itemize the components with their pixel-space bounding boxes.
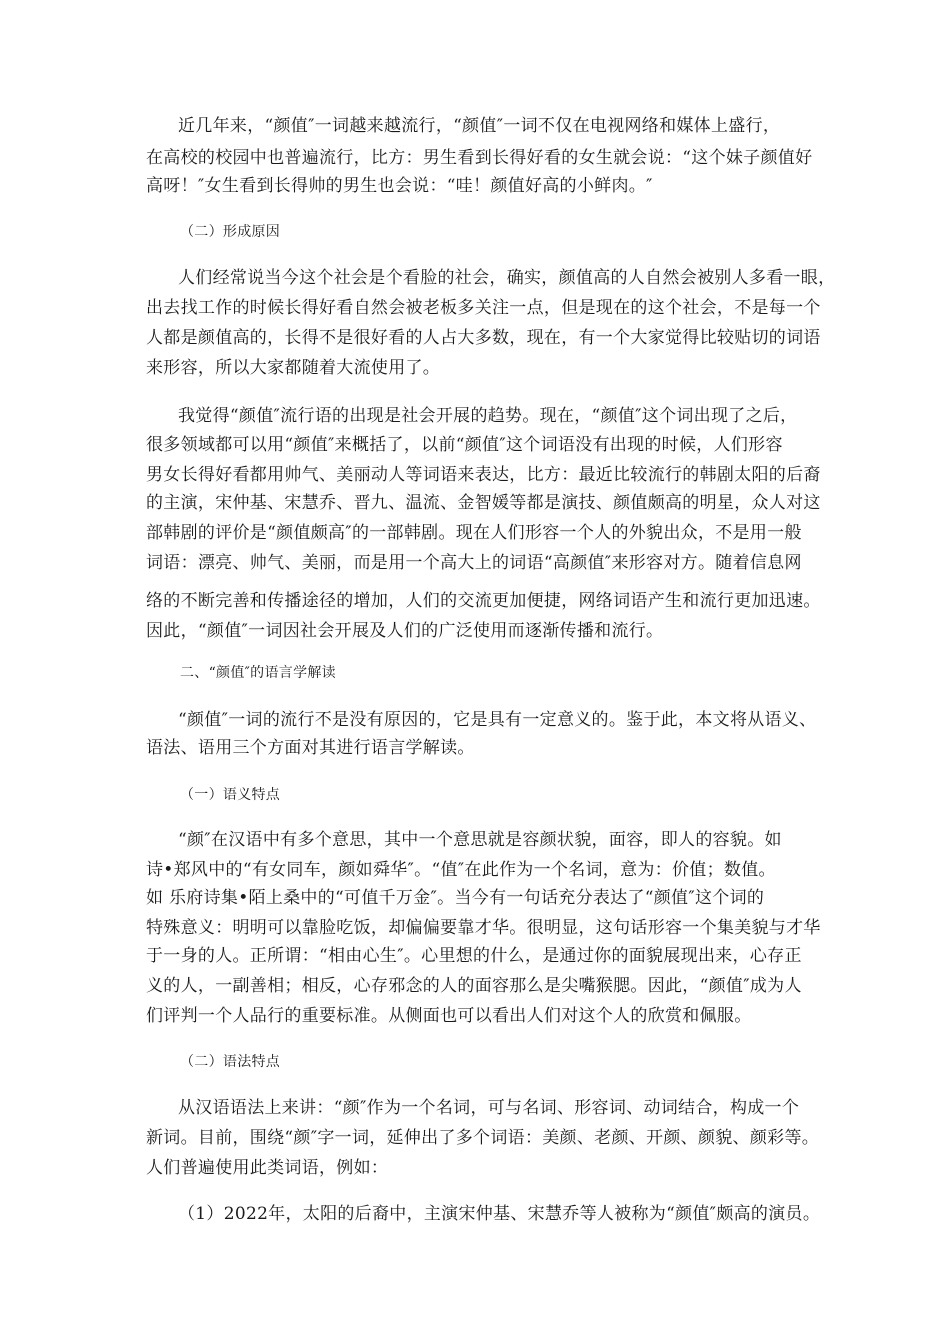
paragraph-trend-line: 男女长得好看都用帅气、美丽动人等词语来表达，比方：最近比较流行的韩剧太阳的后裔 [146, 465, 821, 485]
paragraph-trend-line: 因此，“颜值″一词因社会开展及人们的广泛使用而逐渐传播和流行。 [146, 621, 664, 641]
paragraph-semantic-line: 如 乐府诗集•陌上桑中的“可值千万金″。当今有一句话充分表达了“颜值″这个词的 [146, 888, 765, 908]
paragraph-grammar-line: 新词。目前，围绕“颜″字一词，延伸出了多个词语：美颜、老颜、开颜、颜貌、颜彩等。 [146, 1128, 820, 1148]
heading-formation-reason: （二）形成原因 [180, 224, 281, 240]
paragraph-intro-line: 在高校的校园中也普遍流行，比方：男生看到长得好看的女生就会说：“这个妹子颜值好 [146, 148, 813, 168]
paragraph-trend-line: 络的不断完善和传播途径的增加，人们的交流更加便捷，网络词语产生和流行更加迅速。 [146, 591, 821, 611]
paragraph-trend-line: 我觉得“颜值″流行语的出现是社会开展的趋势。现在，“颜值″这个词出现了之后， [178, 406, 798, 426]
paragraph-formation-reason-line: 来形容，所以大家都随着大流使用了。 [146, 358, 441, 378]
paragraph-grammar-line: 从汉语语法上来讲：“颜″作为一个名词，可与名词、形容词、动词结合，构成一个 [178, 1098, 800, 1118]
paragraph-semantic-line: 们评判一个人品行的重要标准。从侧面也可以看出人们对这个人的欣赏和佩服。 [146, 1006, 752, 1026]
paragraph-semantic-line: 特殊意义：明明可以靠脸吃饭，却偏偏要靠才华。很明显，这句话形容一个集美貌与才华 [146, 918, 821, 938]
paragraph-semantic-line: 于一身的人。正所谓：“相由心生″。心里想的什么，是通过你的面貌展现出来，心存正 [146, 946, 802, 966]
paragraph-linguistic-intro-line: 语法、语用三个方面对其进行语言学解读。 [146, 738, 475, 758]
paragraph-trend-line: 部韩剧的评价是“颜值颇高″的一部韩剧。现在人们形容一个人的外貌出众，不是用一般 [146, 523, 802, 543]
heading-linguistic-reading: 二、“颜值″的语言学解读 [180, 665, 336, 681]
paragraph-trend-line: 的主演，宋仲基、宋慧乔、晋九、温流、金智媛等都是演技、颜值颇高的明星，众人对这 [146, 493, 821, 513]
paragraph-intro-line: 高呀！″女生看到长得帅的男生也会说：“哇！颜值好高的小鲜肉。″ [146, 176, 653, 196]
paragraph-formation-reason-line: 人们经常说当今这个社会是个看脸的社会，确实，颜值高的人自然会被别人多看一眼， [178, 268, 836, 288]
paragraph-formation-reason-line: 出去找工作的时候长得好看自然会被老板多关注一点，但是现在的这个社会，不是每一个 [146, 298, 821, 318]
paragraph-semantic-line: 诗•郑风中的“有女同车，颜如舜华″。“值″在此作为一个名词，意为：价值；数值。 [146, 860, 776, 880]
paragraph-formation-reason-line: 人都是颜值高的，长得不是很好看的人占大多数，现在，有一个大家觉得比较贴切的词语 [146, 328, 821, 348]
paragraph-semantic-line: 义的人，一副善相；相反，心存邪念的人的面容那么是尖嘴猴腮。因此，“颜值″成为人 [146, 976, 802, 996]
paragraph-semantic-line: “颜″在汉语中有多个意思，其中一个意思就是容颜状貌，面容，即人的容貌。如 [178, 830, 782, 850]
paragraph-intro-line: 近几年来，“颜值″一词越来越流行，“颜值″一词不仅在电视网络和媒体上盛行， [178, 116, 781, 136]
paragraph-example-1: （1）2022年，太阳的后裔中，主演宋仲基、宋慧乔等人被称为“颜值″颇高的演员。 [178, 1204, 821, 1224]
paragraph-linguistic-intro-line: “颜值″一词的流行不是没有原因的，它是具有一定意义的。鉴于此，本文将从语义、 [178, 710, 817, 730]
paragraph-trend-line: 词语：漂亮、帅气、美丽，而是用一个高大上的词语“高颜值″来形容对方。随着信息网 [146, 553, 802, 573]
heading-semantic: （一）语义特点 [180, 787, 281, 803]
heading-grammar: （二）语法特点 [180, 1054, 281, 1070]
paragraph-grammar-line: 人们普遍使用此类词语，例如： [146, 1158, 389, 1178]
paragraph-trend-line: 很多领域都可以用“颜值″来概括了，以前“颜值″这个词语没有出现的时候，人们形容 [146, 435, 783, 455]
